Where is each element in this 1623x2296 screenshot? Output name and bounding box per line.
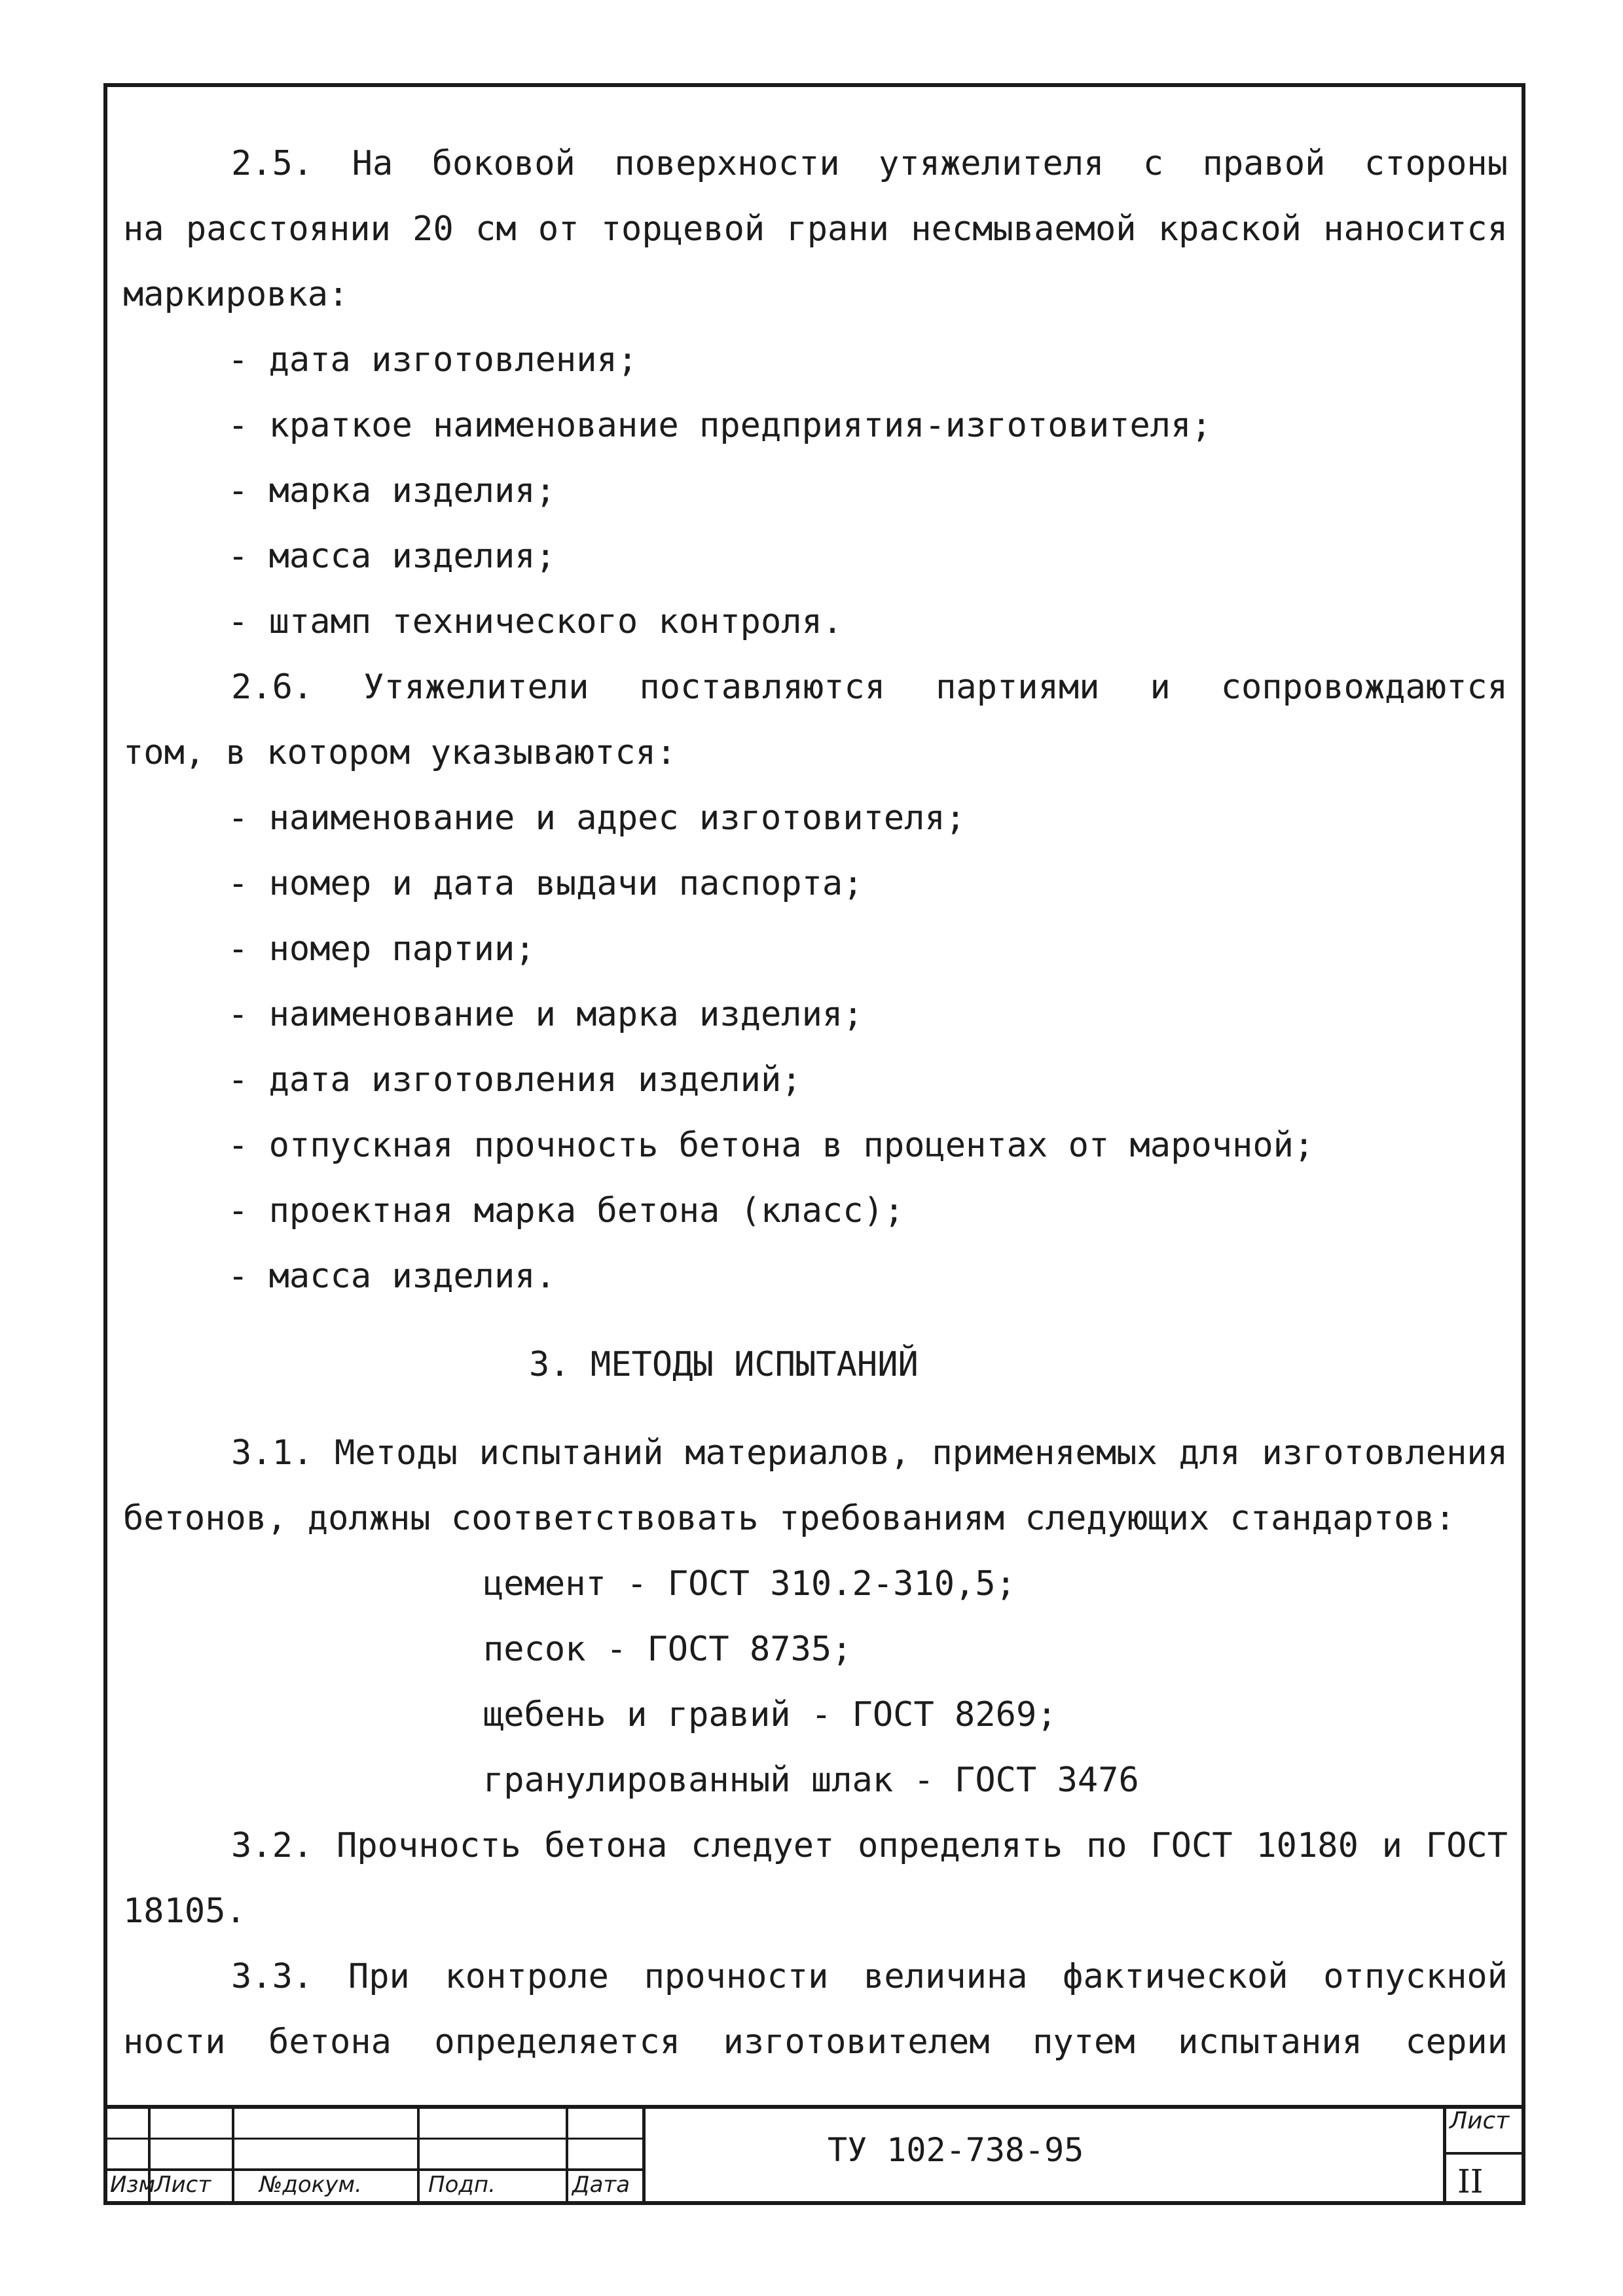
- sheet-number: II: [1457, 2162, 1484, 2200]
- paragraph-line: на расстоянии 20 см от торцевой грани несмываемой краской наносится: [123, 209, 1508, 249]
- title-block: [107, 2105, 1522, 2201]
- list-item: - штамп технического контроля.: [228, 602, 843, 641]
- list-item: - наименование и марка изделия;: [228, 995, 864, 1034]
- sheet-label: Лист: [1450, 2108, 1510, 2134]
- list-item: - масса изделия.: [228, 1257, 556, 1296]
- section-heading: 3. МЕТОДЫ ИСПЫТАНИЙ: [529, 1345, 919, 1384]
- list-item: - наименование и адрес изготовителя;: [228, 798, 966, 838]
- stamp-divider: [566, 2105, 568, 2201]
- paragraph-line: бетонов, должны соответствовать требованиям следующих стандартов:: [123, 1499, 1455, 1538]
- list-item: - дата изготовления;: [228, 340, 638, 380]
- list-item: - марка изделия;: [228, 471, 556, 511]
- material-item: цемент - ГОСТ 310.2-310,5;: [483, 1564, 1016, 1604]
- paragraph-line: маркировка:: [123, 275, 349, 314]
- stamp-divider: [1445, 2152, 1522, 2155]
- paragraph-line: ности бетона определяется изготовителем путем испытания серии: [123, 2022, 1508, 2062]
- stamp-divider: [417, 2105, 420, 2201]
- stamp-label-data: Дата: [572, 2172, 630, 2198]
- material-item: гранулированный шлак - ГОСТ 3476: [483, 1761, 1139, 1800]
- stamp-label-izm: Изм: [110, 2172, 156, 2198]
- material-item: щебень и гравий - ГОСТ 8269;: [483, 1695, 1057, 1734]
- list-item: - краткое наименование предприятия-изготовителя;: [228, 406, 1212, 445]
- list-item: - номер партии;: [228, 929, 536, 969]
- paragraph-line: 18105.: [123, 1892, 246, 1931]
- document-code: ТУ 102-738-95: [828, 2131, 1084, 2169]
- stamp-label-dokum: №докум.: [259, 2172, 362, 2198]
- list-item: - номер и дата выдачи паспорта;: [228, 864, 864, 903]
- stamp-label-list: Лист: [155, 2172, 211, 2198]
- paragraph-line: 2.5. На боковой поверхности утяжелителя с правой стороны: [231, 144, 1508, 183]
- paragraph-line: 3.3. При контроле прочности величина фактической отпускной: [231, 1957, 1508, 1996]
- material-item: песок - ГОСТ 8735;: [483, 1630, 852, 1669]
- paragraph-line: 2.6. Утяжелители поставляются партиями и сопровождаются: [231, 668, 1508, 707]
- document-body: [123, 131, 1508, 2075]
- stamp-label-podp: Подп.: [428, 2172, 496, 2198]
- paragraph-line: 3.1. Методы испытаний материалов, применяемых для изготовления: [231, 1433, 1508, 1473]
- paragraph-line: 3.2. Прочность бетона следует определять по ГОСТ 10180 и ГОСТ: [231, 1826, 1508, 1865]
- stamp-border: [107, 2105, 1522, 2109]
- list-item: - отпускная прочность бетона в процентах от марочной;: [228, 1126, 1315, 1165]
- stamp-divider: [232, 2105, 234, 2201]
- stamp-divider: [1443, 2105, 1446, 2201]
- list-item: - дата изготовления изделий;: [228, 1060, 802, 1100]
- list-item: - проектная марка бетона (класс);: [228, 1191, 905, 1230]
- stamp-divider: [107, 2138, 644, 2140]
- paragraph-line: том, в котором указываются:: [123, 733, 677, 772]
- list-item: - масса изделия;: [228, 537, 556, 576]
- stamp-divider: [642, 2105, 646, 2201]
